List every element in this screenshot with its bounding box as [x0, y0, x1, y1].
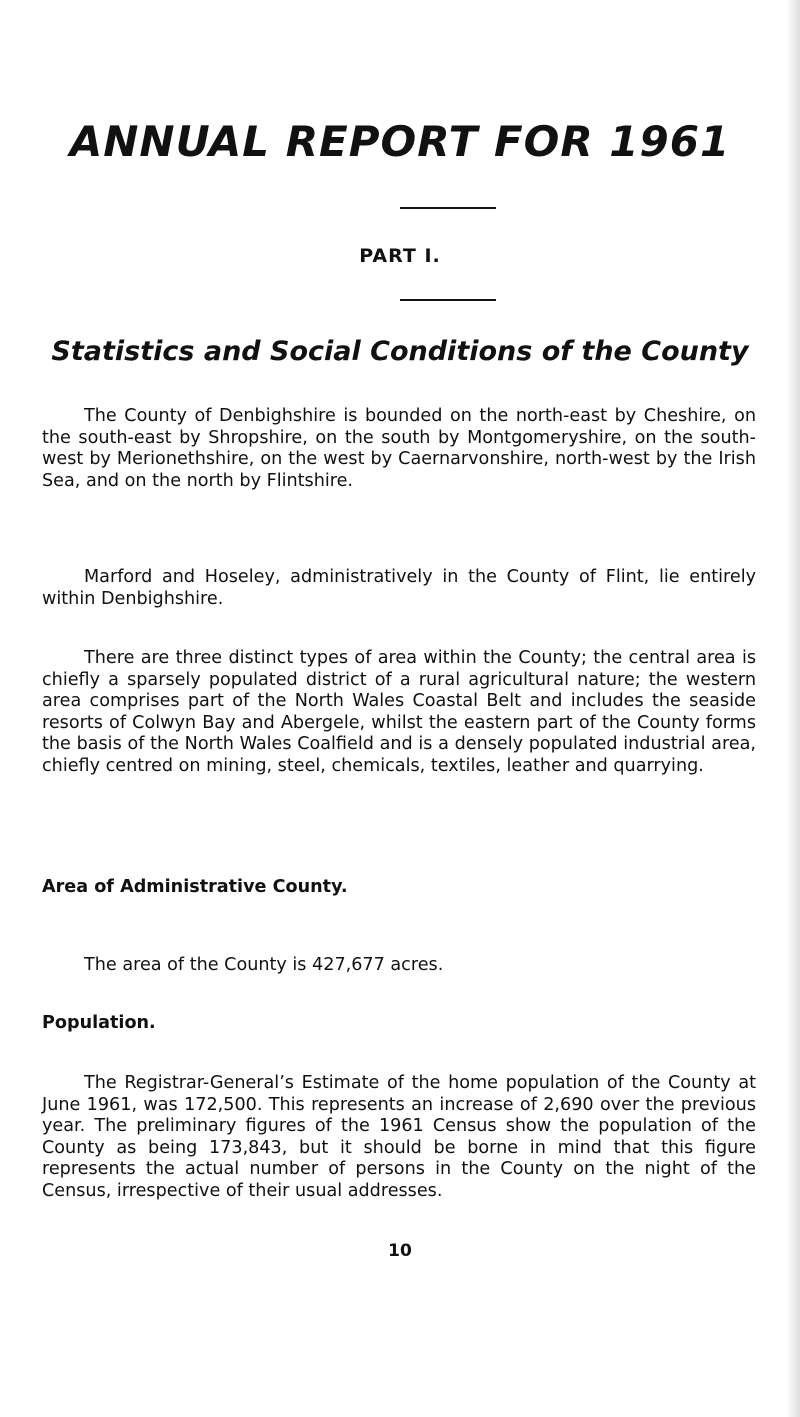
paragraph-area: The area of the County is 427,677 acres.	[84, 955, 444, 975]
page-edge-shadow	[786, 0, 800, 1417]
paragraph-boundaries: The County of Denbighshire is bounded on the north-east by Cheshire, on the south-east by Shropshire, on the south by Montgomeryshire, on the south-west by Merionethshire, on the west by Caernarvonshire, north-west by the Irish Sea, and on the north by Flintshire.	[42, 406, 756, 491]
divider-top	[400, 207, 496, 209]
part-heading: PART I.	[359, 245, 441, 267]
divider-bottom	[400, 299, 496, 301]
paragraph-area-types: There are three distinct types of area within the County; the central area is chiefly a sparsely populated district of a rural agricultural nature; the western area comprises part of the North Wales Coastal Belt and includes the seaside resorts of Colwyn Bay and Abergele, whilst the eastern part of the County forms the basis of the North Wales Coalfield and is a densely populated industrial area, chiefly centred on mining, steel, chemicals, textiles, leather and quarrying.	[42, 648, 756, 776]
heading-area: Area of Administrative County.	[42, 877, 348, 897]
page-number: 10	[388, 1241, 412, 1261]
heading-population: Population.	[42, 1013, 156, 1033]
paragraph-population: The Registrar-General’s Estimate of the home population of the County at June 1961, was 172,500. This represents an increase of 2,690 over the previous year. The preliminary figures of the 1961 Census show the population of the County as being 173,843, but it should be borne in mind that this figure represents the actual number of persons in the County on the night of the Census, irrespective of their usual addresses.	[42, 1073, 756, 1201]
section-subtitle: Statistics and Social Conditions of the County	[51, 336, 749, 367]
paragraph-marford: Marford and Hoseley, administratively in the County of Flint, lie entirely within Denbighshire.	[42, 567, 756, 609]
report-title: ANNUAL REPORT FOR 1961	[69, 117, 731, 166]
